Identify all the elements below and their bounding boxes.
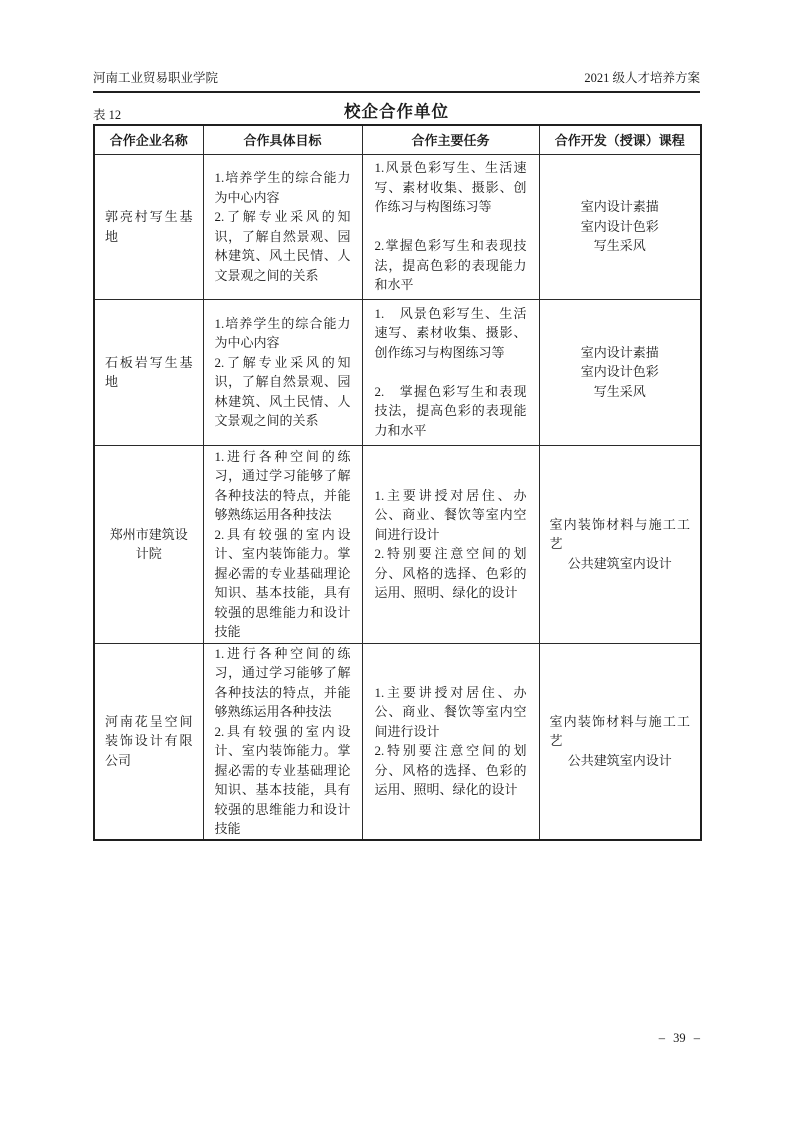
running-head xyxy=(93,70,700,91)
course-item: 室内设计色彩 xyxy=(580,364,659,380)
courses-cell xyxy=(539,643,701,840)
goals-cell xyxy=(203,154,362,299)
goals-cell xyxy=(203,299,362,445)
task-item: 2.特别要注意空间的划分、风格的选择、色彩的运用、照明、绿化的设计 xyxy=(374,546,527,600)
page-title: 校企合作单位 xyxy=(344,102,449,121)
goal-item: 2.了解专业采风的知识，了解自然景观、园林建筑、风土民情、人文景观之间的关系 xyxy=(214,209,351,283)
tasks-cell xyxy=(362,643,539,840)
task-item: 2.特别要注意空间的划分、风格的选择、色彩的运用、照明、绿化的设计 xyxy=(374,743,527,797)
coop-table-body xyxy=(94,154,701,840)
header-row xyxy=(94,125,701,154)
goals-cell xyxy=(203,445,362,643)
column-header-tasks: 合作主要任务 xyxy=(362,125,539,154)
enterprise-name-cell: 河南花呈空间装饰设计有限公司 xyxy=(94,643,203,840)
task-item: 1. 风景色彩写生、生活速写、素材收集、摄影、创作练习与构图练习等 xyxy=(374,305,527,360)
table-row xyxy=(94,445,701,643)
course-item: 室内设计素描 xyxy=(580,199,659,215)
course-item: 写生采风 xyxy=(593,238,646,254)
tasks-cell xyxy=(362,154,539,299)
page-number: – 39 – xyxy=(658,1031,700,1045)
course-item: 室内设计素描 xyxy=(580,344,659,360)
table-row xyxy=(94,154,701,299)
enterprise-name-cell: 郭亮村写生基地 xyxy=(94,154,203,299)
tasks-cell xyxy=(362,445,539,643)
table-row xyxy=(94,299,701,445)
cooperation-table xyxy=(93,124,702,841)
task-item: 1.主要讲授对居住、办公、商业、餐饮等室内空间进行设计 xyxy=(374,684,527,739)
header-rule xyxy=(93,91,700,93)
courses-cell xyxy=(539,445,701,643)
course-item: 室内装饰材料与施工工艺 xyxy=(549,713,690,749)
header-right-text: 2021 级人才培养方案 xyxy=(584,71,700,85)
table-label: 表 12 xyxy=(93,108,122,122)
task-item: 2. 掌握色彩写生和表现技法，提高色彩的表现能力和水平 xyxy=(374,383,527,438)
page-content xyxy=(93,0,700,841)
goal-item: 2.具有较强的室内设计、室内装饰能力。掌握必需的专业基础理论知识、基本技能，具有较强的思维能力和设计技能 xyxy=(214,526,351,639)
goal-item: 1.培养学生的综合能力为中心内容 xyxy=(214,315,351,350)
courses-cell xyxy=(539,154,701,299)
task-item: 2.掌握色彩写生和表现技法，提高色彩的表现能力和水平 xyxy=(374,238,527,293)
tasks-cell xyxy=(362,299,539,445)
course-item: 室内装饰材料与施工工艺 xyxy=(549,516,690,552)
goal-item: 1.培养学生的综合能力为中心内容 xyxy=(214,170,351,205)
goal-item: 2.具有较强的室内设计、室内装饰能力。掌握必需的专业基础理论知识、基本技能，具有较强的思维能力和设计技能 xyxy=(214,723,351,836)
enterprise-name-cell: 郑州市建筑设计院 xyxy=(94,445,203,643)
table-row xyxy=(94,643,701,840)
course-item: 公共建筑室内设计 xyxy=(567,555,672,571)
course-item: 公共建筑室内设计 xyxy=(567,752,672,768)
table-header xyxy=(94,125,701,154)
course-item: 室内设计色彩 xyxy=(580,218,659,234)
header-left-text: 河南工业贸易职业学院 xyxy=(93,71,219,85)
task-item xyxy=(375,362,527,382)
course-item: 写生采风 xyxy=(593,383,646,399)
task-item: 1.主要讲授对居住、办公、商业、餐饮等室内空间进行设计 xyxy=(374,487,527,542)
column-header-courses: 合作开发（授课）课程 xyxy=(539,125,701,154)
courses-cell xyxy=(539,299,701,445)
enterprise-name-cell: 石板岩写生基地 xyxy=(94,299,203,445)
goal-item: 2.了解专业采风的知识，了解自然景观、园林建筑、风土民情、人文景观之间的关系 xyxy=(214,354,351,428)
goal-item: 1.进行各种空间的练习，通过学习能够了解各种技法的特点，并能够熟练运用各种技法 xyxy=(214,645,351,719)
column-header-goals: 合作具体目标 xyxy=(203,125,362,154)
goals-cell xyxy=(203,643,362,840)
task-item xyxy=(375,217,527,237)
task-item: 1.风景色彩写生、生活速写、素材收集、摄影、创作练习与构图练习等 xyxy=(374,160,527,215)
goal-item: 1.进行各种空间的练习，通过学习能够了解各种技法的特点，并能够熟练运用各种技法 xyxy=(214,448,351,522)
column-header-enterprise: 合作企业名称 xyxy=(94,125,203,154)
caption-row xyxy=(93,100,700,124)
